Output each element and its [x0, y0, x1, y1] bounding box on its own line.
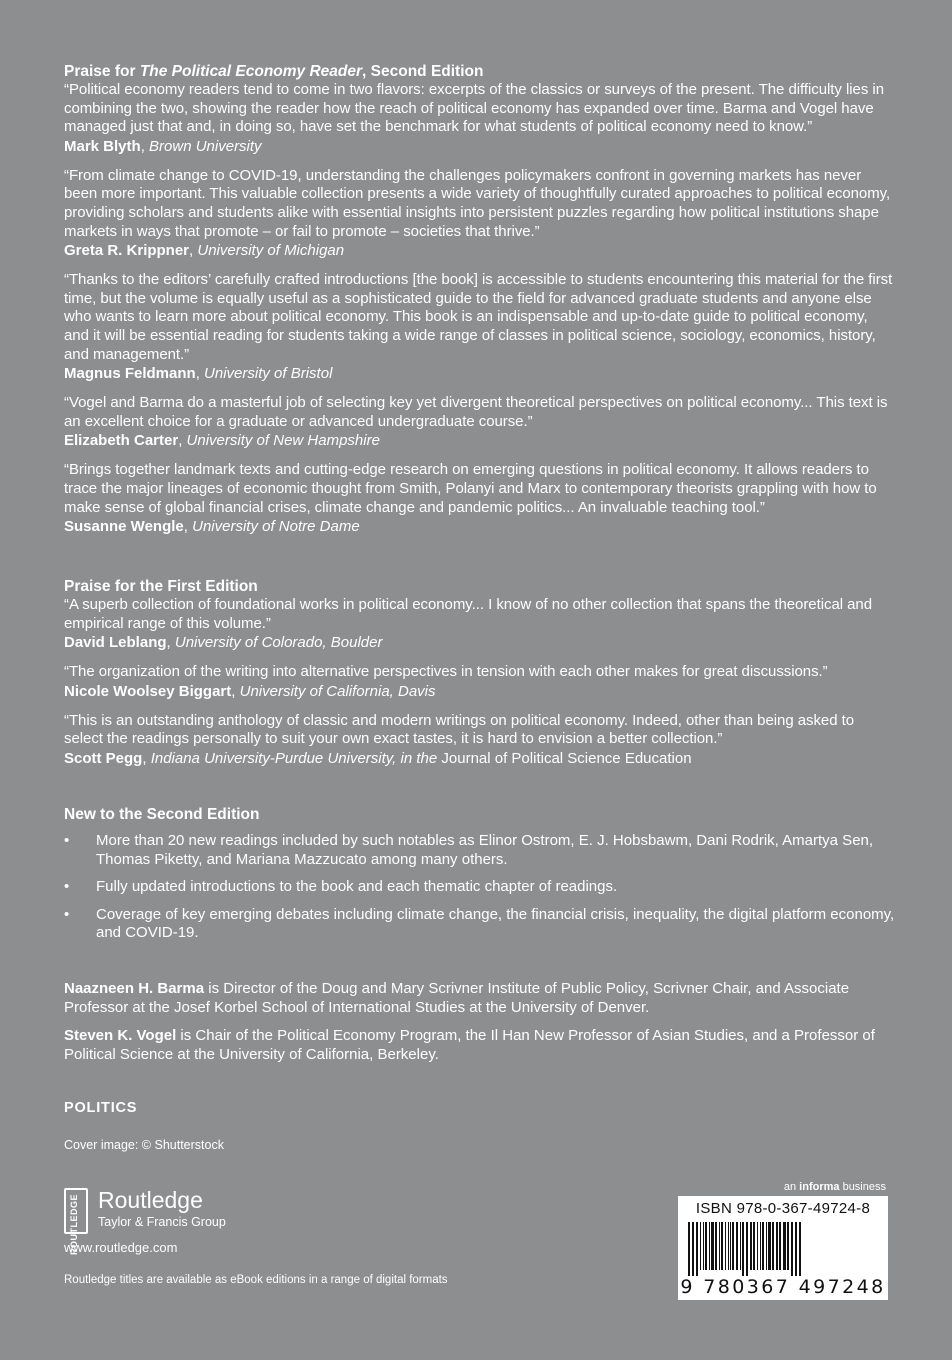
barcode-bar	[688, 1222, 690, 1276]
barcode-bar	[760, 1222, 761, 1270]
publisher-name: Routledge	[98, 1187, 203, 1213]
barcode-bar	[705, 1222, 707, 1270]
bullet-icon: •	[64, 905, 70, 923]
author-bio: Steven K. Vogel is Chair of the Political Economy Program, the Il Han New Professor of Asian Studies, and a Professor of Political Science at the University of California, Berkeley.	[64, 1027, 875, 1063]
barcode-bar	[703, 1222, 704, 1270]
publisher-group: Taylor & Francis Group	[98, 1215, 226, 1229]
isbn-barcode	[678, 1196, 888, 1300]
ebook-note: Routledge titles are available as eBook editions in a range of digital formats	[64, 1274, 448, 1286]
barcode-bar	[799, 1222, 801, 1276]
quote-text: “A superb collection of foundational works in political economy... I know of no other collection that spans the theoretical and empirical range of this volume.”	[64, 596, 873, 632]
barcode-bar	[787, 1222, 789, 1270]
barcode-bar	[736, 1222, 738, 1270]
list-item: • Fully updated introductions to the book and each thematic chapter of readings.	[64, 878, 618, 896]
barcode-bar	[791, 1222, 793, 1276]
cover-image-credit: Cover image: © Shutterstock	[64, 1138, 224, 1153]
barcode-bar	[779, 1222, 781, 1270]
bullet-icon: •	[64, 832, 70, 850]
barcode-bar	[757, 1222, 758, 1270]
barcode-icon	[684, 1222, 882, 1276]
barcode-bar	[750, 1222, 752, 1270]
new-edition-list	[64, 832, 896, 943]
quote-attribution: Susanne Wengle, University of Notre Dame	[64, 518, 360, 536]
list-item: • Coverage of key emerging debates including climate change, the financial crisis, inequality, the digital platform economy, and COVID-19.	[64, 905, 895, 942]
barcode-bar	[700, 1222, 701, 1270]
isbn-label: ISBN 978-0-367-49724-8	[695, 1200, 871, 1217]
bullet-icon: •	[64, 878, 70, 896]
publisher-url[interactable]: www.routledge.com	[64, 1240, 178, 1255]
barcode-bar	[762, 1222, 764, 1270]
barcode-bar	[730, 1222, 731, 1270]
barcode-bar	[725, 1222, 726, 1270]
quote-text: “Brings together landmark texts and cutting-edge research on emerging questions in political economy. It allows readers to trace the major lineages of economic thought from Smith, Polanyi and Marx to contemporary theorists grappling with how to make sense of global financial crises, climate change and pandemic politics... An invaluable teaching tool.”	[64, 461, 877, 516]
subject-category: POLITICS	[64, 1100, 138, 1117]
barcode-number: 9 780367 497248	[680, 1276, 886, 1298]
barcode-bar	[783, 1222, 786, 1270]
quote-attribution: Greta R. Krippner, University of Michigan	[64, 242, 345, 260]
barcode-bar	[776, 1222, 778, 1270]
barcode-bar	[692, 1222, 694, 1276]
barcode-bar	[696, 1222, 698, 1276]
barcode-bar	[732, 1222, 734, 1270]
author-bio: Naazneen H. Barma is Director of the Doug and Mary Scrivner Institute of Public Policy, Scrivner Chair, and Associate Professor at the Josef Korbel School of International Studies at the University of Denver.	[64, 980, 850, 1016]
back-cover-content	[64, 62, 896, 1165]
barcode-bar	[772, 1222, 774, 1270]
informa-tagline: an informa business	[783, 1181, 886, 1193]
quote-text: “The organization of the writing into alternative perspectives in tension with each other makes for great discussions.”	[64, 663, 828, 681]
quote-text: “Vogel and Barma do a masterful job of selecting key yet divergent theoretical perspectives on political economy... This text is an excellent choice for a graduate or advanced undergraduate course.”	[64, 394, 888, 430]
quote-attribution: David Leblang, University of Colorado, Boulder	[64, 634, 383, 652]
barcode-bar	[719, 1222, 720, 1270]
quote-attribution: Mark Blyth, Brown University	[64, 137, 262, 155]
quote-text: “Thanks to the editors’ carefully crafted introductions [the book] is accessible to students encountering this material for the first time, but the volume is equally useful as a sophisticated guide to the field for advanced graduate students and anyone else who wants to learn more about political economy. This book is an indispensable and up-to-date guide to political economy, and it will be essential reading for students taking a wide range of classes in political science, sociology, economics, history, and management.”	[64, 271, 893, 363]
quote-text: “Political economy readers tend to come in two flavors: excerpts of the classics or surveys of the present. The difficulty lies in combining the two, showing the reader how the reach of political economy has expanded over time. Barma and Vogel have managed just that and, in doing so, have set the benchmark for what students of political economy need to know.”	[64, 81, 884, 136]
barcode-bar	[746, 1222, 748, 1276]
list-item: • More than 20 new readings included by such notables as Elinor Ostrom, E. J. Hobsbawm, Dani Rodrik, Amartya Sen, Thomas Piketty, and Mariana Mazzucato among many others.	[64, 832, 874, 868]
barcode-bar	[711, 1222, 714, 1270]
praise-first-heading: Praise for the First Edition	[64, 578, 258, 596]
quote-attribution: Elizabeth Carter, University of New Hampshire	[64, 432, 380, 450]
routledge-logo-icon: ROUTLEDGE	[64, 1188, 88, 1234]
barcode-bar	[795, 1222, 797, 1276]
barcode-bar	[721, 1222, 723, 1270]
quote-attribution: Scott Pegg, Indiana University-Purdue University, in the Journal of Political Science Education	[64, 750, 692, 768]
quote-attribution: Nicole Woolsey Biggart, University of California, Davis	[64, 682, 436, 700]
praise-second-heading: Praise for The Political Economy Reader, Second Edition	[64, 63, 484, 80]
quote-text: “From climate change to COVID-19, understanding the challenges policymakers confront in governing markets has never been more important. This valuable collection presents a wide variety of thoughtfully curated approaches to political economy, providing scholars and students alike with essential insights into persistent puzzles regarding how political institutions shape markets in ways that promote – or fail to promote – societies that thrive.”	[64, 166, 891, 240]
barcode-bar	[715, 1222, 717, 1270]
quote-text: “This is an outstanding anthology of classic and modern writings on political economy. Indeed, other than being asked to select the readings personally to suit your own exact tastes, it is hard to envision a better collection.”	[64, 711, 855, 748]
new-edition-heading: New to the Second Edition	[64, 806, 260, 824]
quote-attribution: Magnus Feldmann, University of Bristol	[64, 365, 333, 383]
barcode-bar	[742, 1222, 744, 1276]
barcode-bar	[740, 1222, 741, 1270]
barcode-bar	[768, 1222, 771, 1270]
barcode-bar	[753, 1222, 755, 1270]
barcode-bar	[728, 1222, 729, 1270]
barcode-bar	[709, 1222, 710, 1270]
barcode-bar	[766, 1222, 767, 1270]
